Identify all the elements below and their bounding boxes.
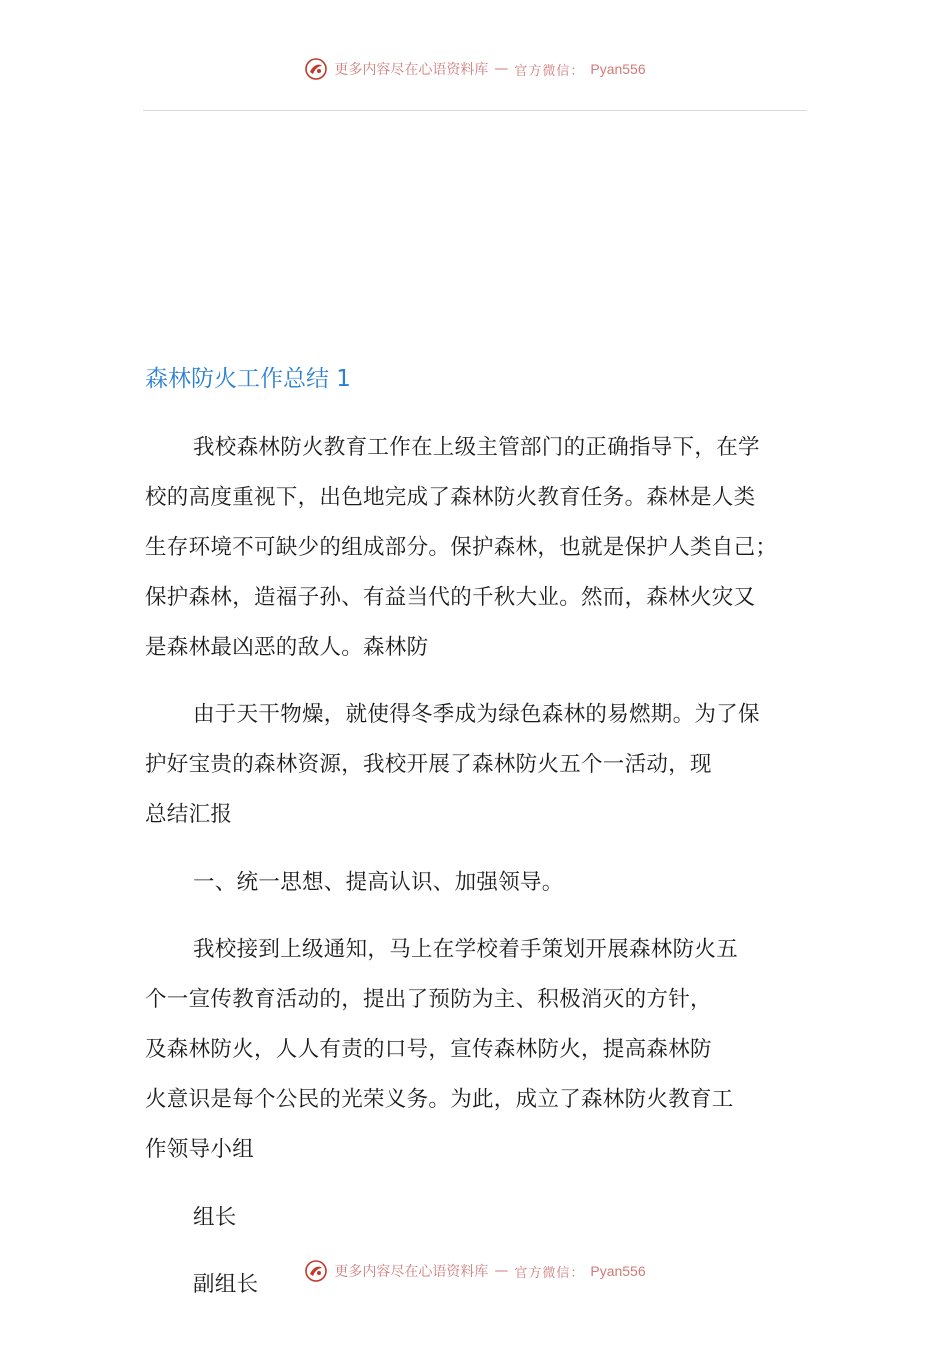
footer-watermark xyxy=(0,1255,950,1287)
text-line: 生存环境不可缺少的组成部分。保护森林，也就是保护人类自己； xyxy=(145,535,778,560)
text-line: 校的高度重视下，出色地完成了森林防火教育任务。森林是人类 xyxy=(145,485,756,510)
paragraph-2 xyxy=(145,690,825,840)
document-title: 森林防火工作总结 1 xyxy=(145,366,351,392)
text-line: 我校森林防火教育工作在上级主管部门的正确指导下，在学 xyxy=(193,435,760,460)
text-line: 我校接到上级通知，马上在学校着手策划开展森林防火五 xyxy=(193,937,739,962)
text-line: 一、统一思想、提高认识、加强领导。 xyxy=(193,870,564,895)
text-line: 是森林最凶恶的敌人。森林防 xyxy=(145,635,429,660)
watermark-wechat-id: Pyan556 xyxy=(590,1263,646,1279)
paragraph-4 xyxy=(145,925,825,1175)
brand-logo-icon xyxy=(304,57,328,81)
text-line: 火意识是每个公民的光荣义务。为此，成立了森林防火教育工 xyxy=(145,1087,734,1112)
text-line: 保护森林，造福子孙、有益当代的千秋大业。然而，森林火灾又 xyxy=(145,585,756,610)
role-leader xyxy=(145,1193,825,1243)
text-line: 由于天干物燥，就使得冬季成为绿色森林的易燃期。为了保 xyxy=(193,702,760,727)
section-heading xyxy=(145,858,825,908)
watermark-separator: — xyxy=(494,1263,509,1279)
text-line: 护好宝贵的森林资源，我校开展了森林防火五个一活动，现 xyxy=(145,752,712,777)
watermark-separator: — xyxy=(494,61,509,77)
brand-logo-icon xyxy=(304,1259,328,1283)
watermark-wechat-id: Pyan556 xyxy=(590,61,646,77)
text-line: 副组长 xyxy=(193,1272,259,1297)
text-line: 作领导小组 xyxy=(145,1137,255,1162)
header-watermark xyxy=(0,53,950,85)
watermark-brand: 更多内容尽在心语资料库 xyxy=(334,1264,489,1280)
text-line: 及森林防火，人人有责的口号，宣传森林防火，提高森林防 xyxy=(145,1037,712,1062)
text-line: 总结汇报 xyxy=(145,802,233,827)
watermark-label: 官方微信： xyxy=(514,63,585,79)
paragraph-1 xyxy=(145,423,825,673)
watermark-brand: 更多内容尽在心语资料库 xyxy=(334,62,489,78)
text-line: 个一宣传教育活动的，提出了预防为主、积极消灭的方针， xyxy=(145,987,712,1012)
watermark-label: 官方微信： xyxy=(514,1265,585,1281)
header-divider xyxy=(143,110,807,111)
text-line: 组长 xyxy=(193,1205,237,1230)
